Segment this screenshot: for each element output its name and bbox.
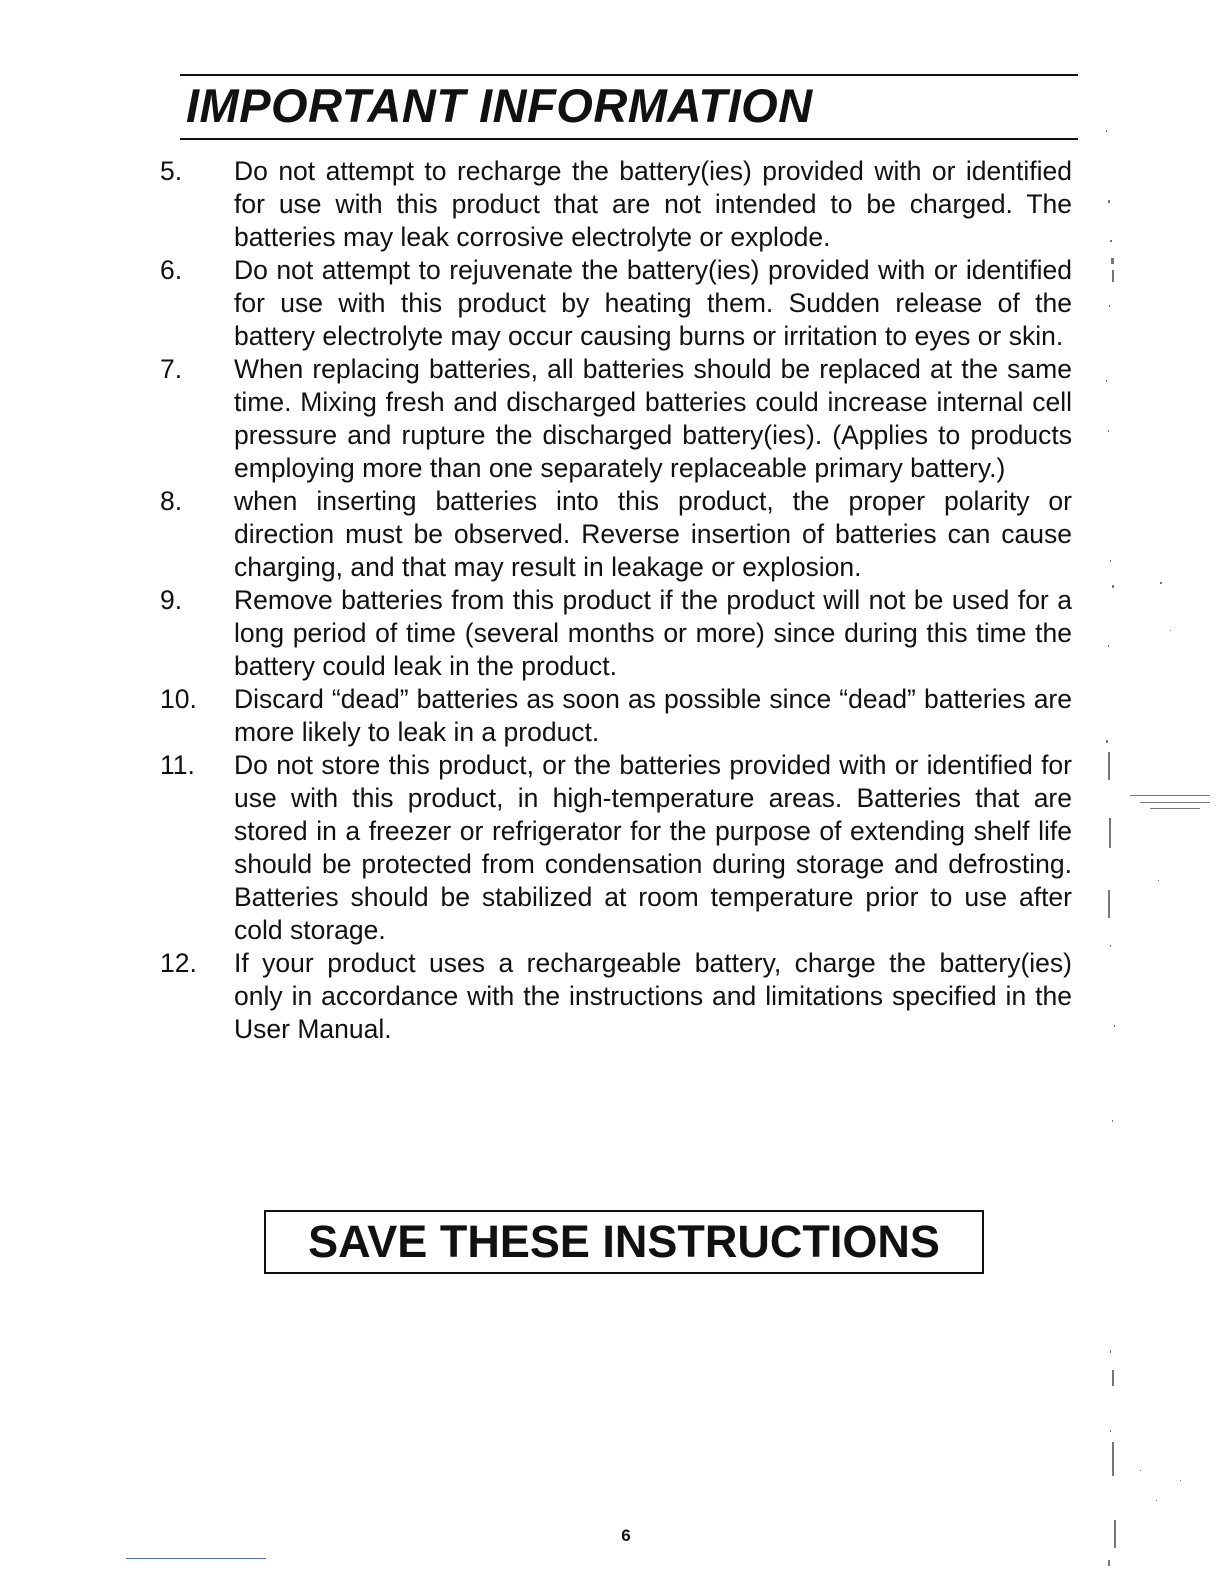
instruction-item-5 [160,155,1072,254]
item-text: Discard “dead” batteries as soon as possible since “dead” batteries are more likely to leak in a product. [234,684,1072,747]
instruction-item-11 [160,749,1072,947]
item-text: Do not store this product, or the batteries provided with or identified for use with this product, in high-temperature areas. Batteries that are stored in a freezer or refrigerator for the purpose of extending shelf life should be protected from condensation during storage and defrosting. Batteries should be stabilized at room temperature prior to use after cold storage. [234,750,1072,945]
item-text: When replacing batteries, all batteries should be replaced at the same time. Mixing fresh and discharged batteries could increase internal cell pressure and rupture the discharged battery(ies). (Applies to products employing more than one separately replaceable primary battery.) [234,354,1072,483]
instruction-item-9 [160,584,1072,683]
instruction-item-7 [160,353,1072,485]
item-number: 9. [160,585,183,615]
save-instructions-text: SAVE THESE INSTRUCTIONS [308,1216,940,1267]
instruction-item-10 [160,683,1072,749]
item-number: 5. [160,156,183,186]
scan-edge-specks [1100,90,1224,1580]
page-number: 6 [621,1526,631,1545]
item-number: 12. [160,948,197,978]
instruction-list [160,155,1072,1046]
item-number: 8. [160,486,183,516]
item-text: when inserting batteries into this product, the proper polarity or direction must be observed. Reverse insertion of batteries can cause charging, and that may result in leakage or explosion. [234,486,1072,582]
item-text: Do not attempt to recharge the battery(ies) provided with or identified for use with this product that are not intended to be charged. The batteries may leak corrosive electrolyte or explode. [234,156,1072,252]
save-instructions-box [264,1210,984,1274]
instruction-item-12 [160,947,1072,1046]
item-number: 6. [160,255,183,285]
heading-bottom-rule [180,138,1078,140]
item-number: 10. [160,684,197,714]
item-text: Remove batteries from this product if the product will not be used for a long period of time (several months or more) since during this time the battery could leak in the product. [234,585,1072,681]
item-number: 11. [160,750,195,780]
footer-rule [126,1558,266,1559]
page-title: IMPORTANT INFORMATION [186,79,813,132]
item-text: Do not attempt to rejuvenate the battery(ies) provided with or identified for use with this product by heating them. Sudden release of the battery electrolyte may occur causing burns or irritation to eyes or skin. [234,255,1072,351]
instruction-item-8 [160,485,1072,584]
instruction-item-6 [160,254,1072,353]
heading-top-rule [180,74,1078,76]
item-number: 7. [160,354,183,384]
item-text: If your product uses a rechargeable battery, charge the battery(ies) only in accordance with the instructions and limitations specified in the User Manual. [234,948,1072,1044]
